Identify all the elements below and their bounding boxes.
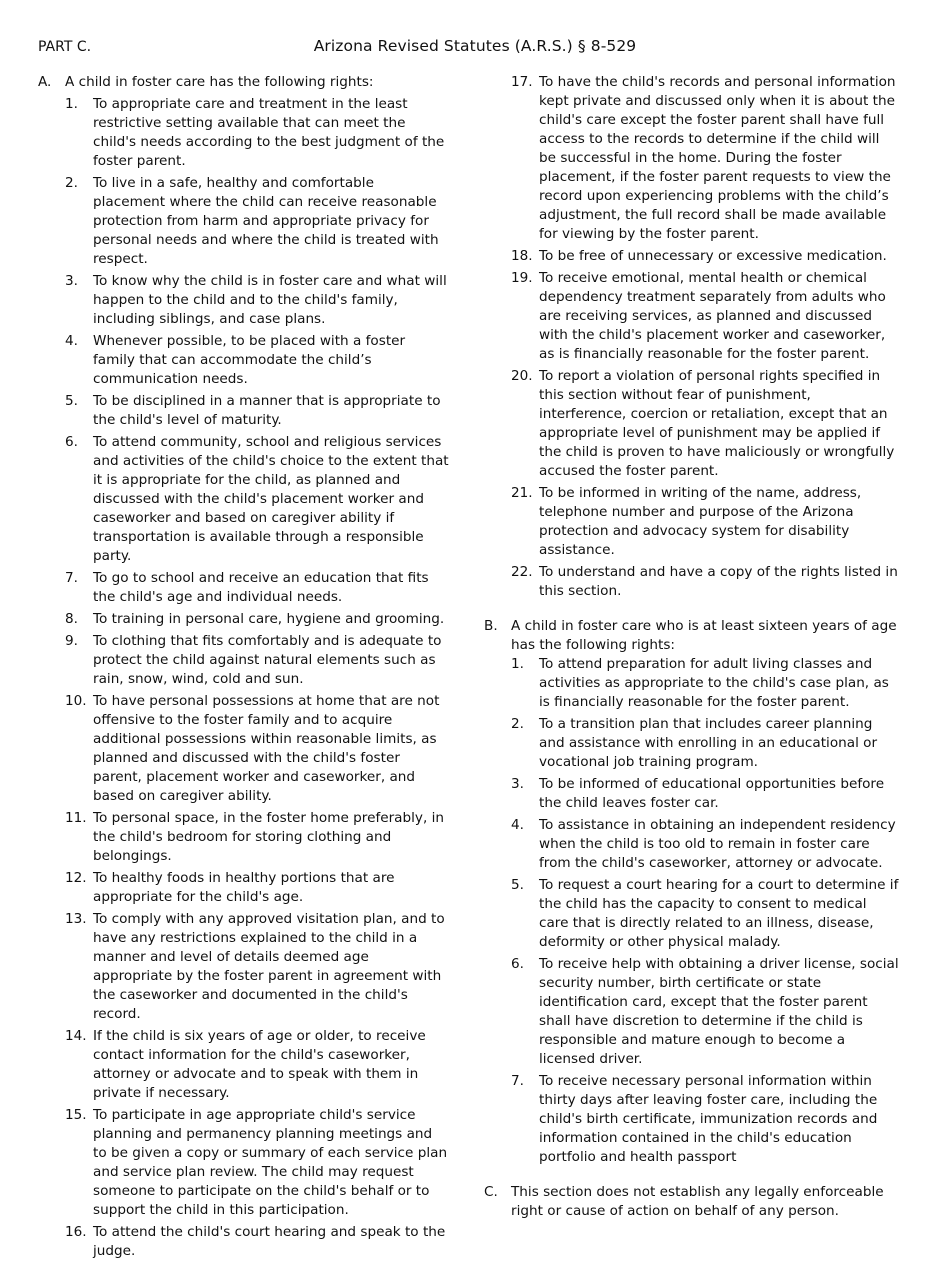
list-item-number: 6. (511, 956, 524, 972)
list-item-number: 11. (65, 810, 87, 826)
list-item-text: To healthy foods in healthy portions that are appropriate for the child's age. (93, 870, 395, 905)
list-item (65, 1027, 450, 1103)
list-item (65, 610, 450, 629)
list-item-number: 2. (511, 716, 524, 732)
list-item-number: 1. (511, 656, 524, 672)
list-item-text: To be informed in writing of the name, address, telephone number and purpose of the Arizona protection and advocacy system for disability assistance. (539, 485, 862, 558)
list-item-text: To appropriate care and treatment in the least restrictive setting available that can meet the child's needs according to the best judgment of the foster parent. (93, 96, 445, 169)
list-item-number: 9. (65, 633, 78, 649)
list-item (65, 272, 450, 329)
list-item-text: To attend the child's court hearing and speak to the judge. (93, 1224, 446, 1259)
left-column (38, 73, 450, 1264)
list-item-text: To clothing that fits comfortably and is adequate to protect the child against natural elements such as rain, snow, wind, cold and sun. (93, 633, 442, 687)
list-item (511, 1072, 900, 1167)
list-item-number: 12. (65, 870, 87, 886)
list-item-number: 8. (65, 611, 78, 627)
list-item-text: To assistance in obtaining an independent residency when the child is too old to remain in foster care from the child's caseworker, attorney or advocate. (539, 817, 896, 871)
list-item-number: 7. (65, 570, 78, 586)
list-item-text: To have the child's records and personal information kept private and discussed only when it is about the child's care except the foster parent shall have full access to the records to determine if the child will be successful in the home. During the foster placement, if the foster parent requests to view the record upon experiencing problems with the child’s adjustment, the full record shall be made available for viewing by the foster parent. (539, 74, 896, 242)
list-item-text: Whenever possible, to be placed with a foster family that can accommodate the child’s communication needs. (93, 333, 406, 387)
list-item-number: 4. (65, 333, 78, 349)
list-item (511, 563, 900, 601)
section-a-list-continued (511, 73, 900, 601)
list-item-text: To attend preparation for adult living classes and activities as appropriate to the child's case plan, as is financially reasonable for the foster parent. (539, 656, 889, 710)
list-item (65, 174, 450, 269)
list-item (511, 876, 900, 952)
list-item-number: 7. (511, 1073, 524, 1089)
list-item-number: 14. (65, 1028, 87, 1044)
section-c-text: This section does not establish any legally enforceable right or cause of action on behalf of any person. (511, 1184, 884, 1219)
section-a (38, 73, 450, 1264)
list-item-text: To personal space, in the foster home preferably, in the child's bedroom for storing clothing and belongings. (93, 810, 445, 864)
list-item-number: 13. (65, 911, 87, 927)
list-item (511, 955, 900, 1069)
section-c-letter: C. (484, 1184, 498, 1200)
list-item-text: To a transition plan that includes career planning and assistance with enrolling in an educational or vocational job training program. (539, 716, 878, 770)
list-item-text: To understand and have a copy of the rights listed in this section. (539, 564, 898, 599)
page-title: Arizona Revised Statutes (A.R.S.) § 8-529 (313, 37, 637, 55)
list-item (511, 484, 900, 560)
list-item-number: 5. (511, 877, 524, 893)
section-b (484, 617, 900, 1170)
list-item (511, 247, 900, 266)
list-item (65, 632, 450, 689)
list-item (65, 95, 450, 171)
list-item-number: 5. (65, 393, 78, 409)
section-a-letter: A. (38, 74, 52, 90)
list-item (511, 775, 900, 813)
list-item-number: 4. (511, 817, 524, 833)
list-item-number: 19. (511, 270, 533, 286)
list-item-number: 22. (511, 564, 533, 580)
list-item-text: To be disciplined in a manner that is appropriate to the child's level of maturity. (93, 393, 441, 428)
list-item-number: 15. (65, 1107, 87, 1123)
list-item-text: To receive help with obtaining a driver license, social security number, birth certificate or state identification card, except that the foster parent shall have discretion to determine if the child is responsible and mature enough to become a licensed driver. (539, 956, 899, 1067)
list-item (511, 715, 900, 772)
list-item-text: To be informed of educational opportunities before the child leaves foster car. (539, 776, 885, 811)
section-a-intro: A child in foster care has the following rights: (65, 74, 374, 90)
list-item (511, 269, 900, 364)
list-item (511, 73, 900, 244)
list-item-number: 16. (65, 1224, 87, 1240)
list-item-text: To have personal possessions at home that are not offensive to the foster family and to acquire additional possessions within reasonable limits, as planned and discussed with the child's foster parent, placement worker and caseworker, and based on caregiver ability. (93, 693, 440, 804)
list-item (65, 869, 450, 907)
list-item-text: To live in a safe, healthy and comfortable placement where the child can receive reasonable protection from harm and appropriate privacy for personal needs and where the child is treated with respect. (93, 175, 439, 267)
list-item (65, 910, 450, 1024)
section-b-intro: A child in foster care who is at least sixteen years of age has the following rights: (511, 618, 897, 653)
list-item (511, 655, 900, 712)
list-item-text: To report a violation of personal rights specified in this section without fear of punishment, interference, coercion or retaliation, except that an appropriate level of punishment may be applied if the child is proven to have maliciously or wrongfully accused the foster parent. (539, 368, 895, 479)
list-item (65, 392, 450, 430)
list-item (65, 569, 450, 607)
page-header (0, 37, 950, 59)
list-item-text: If the child is six years of age or older, to receive contact information for the child's caseworker, attorney or advocate and to speak with them in private if necessary. (93, 1028, 426, 1101)
list-item (65, 332, 450, 389)
list-item-text: To participate in age appropriate child's service planning and permanency planning meetings and to be given a copy or summary of each service plan and service plan review. The child may request someone to participate on the child's behalf or to support the child in this participation. (93, 1107, 448, 1218)
list-item-text: To be free of unnecessary or excessive medication. (539, 248, 887, 264)
list-item-number: 17. (511, 74, 533, 90)
list-item-number: 21. (511, 485, 533, 501)
list-item (65, 433, 450, 566)
list-item-number: 2. (65, 175, 78, 191)
list-item (65, 692, 450, 806)
list-item (511, 816, 900, 873)
list-item-number: 6. (65, 434, 78, 450)
list-item-text: To know why the child is in foster care and what will happen to the child and to the child's family, including siblings, and case plans. (93, 273, 447, 327)
section-a-list (65, 95, 450, 1261)
section-b-list (511, 655, 900, 1167)
list-item-text: To receive emotional, mental health or chemical dependency treatment separately from adults who are receiving services, as planned and discussed with the child's placement worker and caseworker, as is financially reasonable for the foster parent. (539, 270, 886, 362)
list-item-number: 1. (65, 96, 78, 112)
list-item (511, 367, 900, 481)
list-item-number: 18. (511, 248, 533, 264)
list-item-text: To request a court hearing for a court to determine if the child has the capacity to consent to medical care that is directly related to an illness, disease, deformity or other physical malady. (539, 877, 899, 950)
list-item (65, 809, 450, 866)
list-item-text: To go to school and receive an education that fits the child's age and individual needs. (93, 570, 429, 605)
list-item-text: To attend community, school and religious services and activities of the child's choice to the extent that it is appropriate for the child, as planned and discussed with the child's placement worker and caseworker and based on caregiver ability if transportation is available through a responsible party. (93, 434, 449, 564)
list-item-text: To receive necessary personal information within thirty days after leaving foster care, including the child's birth certificate, immunization records and information contained in the child's education portfolio and health passport (539, 1073, 878, 1165)
section-b-letter: B. (484, 618, 498, 634)
part-label: PART C. (38, 39, 92, 55)
right-column (484, 73, 900, 1221)
list-item-number: 3. (511, 776, 524, 792)
list-item-number: 20. (511, 368, 533, 384)
list-item-number: 10. (65, 693, 87, 709)
list-item-text: To comply with any approved visitation plan, and to have any restrictions explained to the child in a manner and level of details deemed age appropriate by the foster parent in agreement with the caseworker and documented in the child's record. (93, 911, 445, 1022)
list-item (65, 1106, 450, 1220)
section-c (484, 1183, 900, 1221)
list-item-number: 3. (65, 273, 78, 289)
list-item (65, 1223, 450, 1261)
list-item-text: To training in personal care, hygiene and grooming. (93, 611, 445, 627)
